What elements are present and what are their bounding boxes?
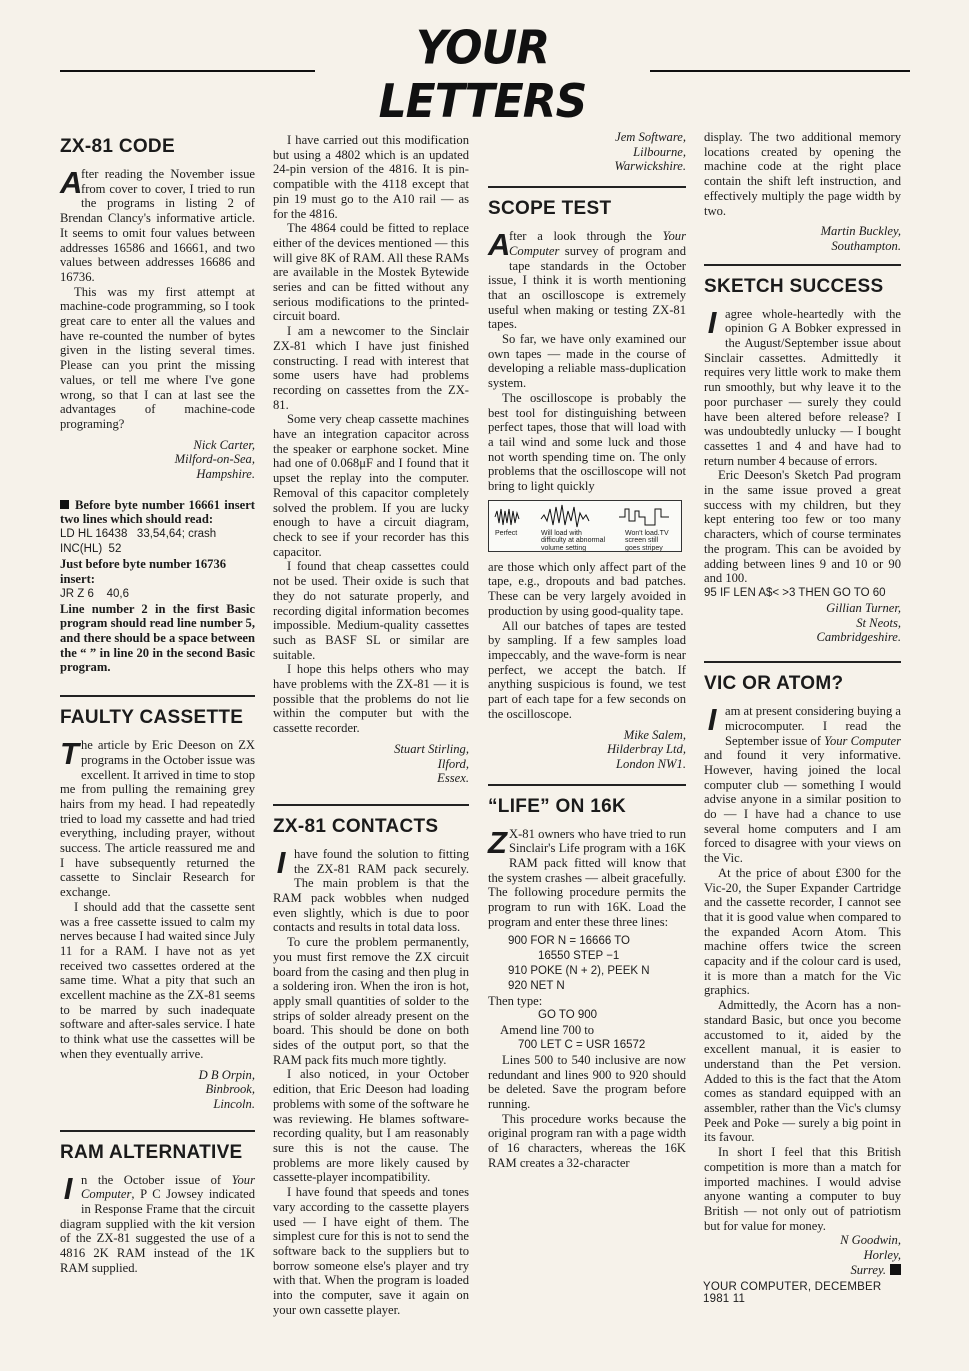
letter-zx81-contacts-p3: I also noticed, in your October edition, that Eric Deeson had loading problems with some of the software he was reviewing. He blames software-recording quality, but I am reasonably sure this is not the cause. The problems are more likely caused by cassette-player incompatibility.: [273, 1067, 469, 1185]
heading-faulty-cassette: FAULTY CASSETTE: [60, 707, 244, 729]
signature: Jem Software, Lilbourne, Warwickshire.: [614, 130, 686, 174]
heading-ram-alternative: RAM ALTERNATIVE: [60, 1141, 243, 1163]
letter-vic-or-atom-p3: Admittedly, the Acorn has a non-standard Basic, but once you become accustomed to it, aided by the excellent manual, it is easier to understand than the Pet version. Added to this is the fact that the Atom comes as standard equipped with an assembler, rather than the Vic's clumsy Peek and Poke — surely a big point in its favour.: [704, 998, 901, 1145]
code-line: 95 IF LEN A$< >3 THEN GO TO 60: [704, 586, 886, 599]
masthead-title: YOUR LETTERS: [378, 21, 587, 129]
signature: Nick Carter, Milford-on-Sea, Hampshire.: [174, 437, 255, 482]
letter-vic-or-atom-p4: In short I feel that this British competition is more than a match for imported machines. I would advise anyone wanting a computer to buy British — not only out of patriotism but for value for money.: [704, 1145, 901, 1233]
letter-ram-alternative-p7: I hope this helps others who may have problems with the ZX-81 — it is possible that the problems do not lie within the computer but with the cassette recorder.: [273, 662, 469, 736]
masthead-rule-right: [650, 70, 910, 72]
letter-ram-alternative-p2: I have carried out this modification but using a 4802 which is an updated 24-pin version of the 4816. It is pin-compatible with the 4118 except that pin 19 must go to the A10 rail — as for the 4816.: [273, 133, 469, 221]
drop-cap: A: [60, 165, 83, 200]
section-divider: [488, 784, 686, 786]
letter-sketch-success-p2: Eric Deeson's Sketch Pad program in the same issue proved a great success with my children, but they kept entering too few or too many characters, which of course terminates the program. This can be avoided by adding between lines 9 and 10 or 90 and 100.: [704, 468, 901, 586]
section-divider: [488, 186, 686, 188]
column-4: [704, 130, 901, 1278]
drop-cap: Z: [488, 824, 507, 860]
letter-faulty-cassette-p1: The article by Eric Deeson on ZX programs in the October issue was excellent. It arrived in time to stop me from pulling the remaining grey hairs from my head. I had repeatedly tried to load my cassette and had tried everything, including prayer, without success. The article reassured me and I have subsequently returned the cassette to Sinclair Research for exchange.: [60, 736, 255, 900]
text-line: Amend line 700 to: [500, 1023, 595, 1038]
letter-scope-test-p3: The oscilloscope is probably the best tool for distinguishing between perfect tapes, those that will load with a tail wind and some luck and those not worth spending time on. The only problems that the oscilloscope will not bring to light quickly: [488, 390, 686, 494]
heading-zx81-contacts: ZX-81 CONTACTS: [273, 815, 439, 837]
drop-cap: I: [63, 1170, 73, 1206]
code-line: GO TO 900: [538, 1009, 598, 1022]
page-footer: YOUR COMPUTER, DECEMBER 1981 11: [703, 1281, 882, 1305]
code-line: INC(HL) 52: [60, 543, 122, 556]
letter-vic-or-atom-p1: Iam at present considering buying a microcomputer. I read the September issue of Your Computer and found it very informative. However, having joined the local computer club — something I would advise anyone in a similar position to do — I have had a chance to use several home computers and I am forced to disagree with your views on the Vic.: [704, 702, 901, 866]
code-line: LD HL 16438 33,54,64; crash: [60, 528, 217, 541]
signature: Mike Salem, Hilderbray Ltd, London NW1.: [606, 727, 686, 771]
heading-life-16k: “LIFE” ON 16K: [488, 795, 626, 817]
end-mark-icon: [890, 1264, 901, 1275]
letter-scope-test-p4: are those which only affect part of the tape, e.g., dropouts and bad patches. These can be very largely avoided in production by using good-quality tape.: [488, 559, 686, 618]
signature: Stuart Stirling, Ilford, Essex.: [394, 741, 469, 786]
letter-ram-alternative-p1: In the October issue of Your Computer, P C Jowsey indicated in Response Frame that the circuit diagram supplied with the kit version of the ZX-81 suggested the use of a 4816 2K RAM instead of the 1K RAM supplied.: [60, 1170, 255, 1275]
masthead: [60, 21, 910, 129]
letter-zx81-code-p2: This was my first attempt at machine-code programming, so I took great care to enter all the values and have re-counted the number of bytes given in the listing several times. Please can you print the missing values, or tell me where I've gone wrong, so that I can at last see the advantages of machine-code programing?: [60, 284, 255, 431]
text-line: Then type:: [488, 993, 543, 1008]
letter-life-16k-p3-end: display. The two additional memory locations created by opening the machine code at the right place contain the shift left instruction, and effectively multiply the page width by two.: [704, 130, 901, 218]
letter-vic-or-atom-p2: At the price of about £300 for the Vic-20, the Super Expander Cartridge and the cassette recorder, I cannot see that it is good value when compared to the expanded Acorn Atom. This machine offers twice the screen capacity and if the colour card is used, it is more than a match for the Vic graphics.: [704, 865, 901, 998]
code-line: 920 NET N: [508, 979, 565, 992]
letter-ram-alternative-p4: I am a newcomer to the Sinclair ZX-81 which I have just finished constructing. I read with interest that some users have had problems recording on cassettes from the ZX-81.: [273, 324, 469, 412]
letter-zx81-contacts-p2: To cure the problem permanently, you must first remove the ZX circuit board from the casing and then plug in a soldering iron. When the iron is hot, apply small quantities of solder to the strips of solder already present on the board. This should be done on both sides of the output port, so that the RAM pack fits much more tightly.: [273, 935, 469, 1067]
letter-sketch-success-p1: Iagree whole-heartedly with the opinion G A Bobker expressed in the August/September issue about Sinclair cassettes. Admittedly it requires very little work to make them run smoothly, but why leave it to the poor purchaser — surely they could have been altered before release? I was undoubtedly unlucky — I bought cassettes 1 and 4 and have had to return number 4 because of errors.: [704, 304, 901, 468]
section-divider: [60, 1130, 255, 1132]
drop-cap: I: [707, 304, 717, 340]
section-divider: [704, 661, 901, 663]
letter-scope-test-p1: A fter a look through the Your Computer survey of program and tape standards in the October issue, I think it is worth mentioning that an oscilloscope is extremely useful when making or testing ZX-81 tapes.: [488, 227, 686, 332]
letter-zx81-contacts-p1: Ihave found the solution to fitting the ZX-81 RAM pack securely. The main problem is that the RAM pack wobbles when nudged even slightly, which is due to poor contacts and results in total data loss.: [273, 844, 469, 935]
letter-zx81-code-p1: A fter reading the November issue from cover to cover, I tried to run the programs in listing 2 of Brendan Clancy's informative article. It seems to omit four values between addresses 16586 and 16661, and two values between addresses 16686 and 16736.: [60, 165, 255, 284]
drop-cap: T: [60, 736, 79, 772]
drop-cap: I: [707, 702, 717, 738]
signature: Gillian Turner, St Neots, Cambridgeshire.: [816, 600, 901, 645]
drop-cap: I: [276, 844, 286, 880]
column-3: [488, 130, 686, 1171]
oscilloscope-figure: [488, 500, 682, 552]
drop-cap: A: [488, 227, 511, 263]
letter-faulty-cassette-p2: I should add that the cassette sent was a free cassette issued to calm my nerves because I had waited since July 11 for a RAM. I have not as yet received two cassettes ordered at the same time. What a pity that such an excellent machine as the ZX-81 seems to be marred by such inadequate software and after-sales service. I hate to think what use the cassettes will be when they eventually arrive.: [60, 899, 255, 1061]
column-2: [273, 133, 469, 1317]
letter-ram-alternative-p6: I found that cheap cassettes could not be used. Their oxide is such that they do not saturate properly, and recording digital information becomes impossible. Medium-quality cassettes such as BASF SL or similar are suitable.: [273, 559, 469, 662]
letter-life-16k-p2: Lines 500 to 540 inclusive are now redundant and lines 900 to 920 should be deleted. Save the program before running.: [488, 1052, 686, 1112]
code-line: 16550 STEP −1: [538, 949, 620, 962]
letter-ram-alternative-p3: The 4864 could be fitted to replace either of the devices mentioned — this will give 8K of RAM. All these RAMs are available in the Mostek Bytewide series and can be fitted without any serious modifications to the printed-circuit board.: [273, 221, 469, 324]
letter-ram-alternative-p5: Some very cheap cassette machines have an integration capacitor across the speaker or earphone socket. Mine had one of 0.068μF and I found that it upset the replay into the computer. Removal of this capacitor completely solved the problem. If you are lucky enough to have a circuit diagram, check to see if your recorder has this capacitor.: [273, 412, 469, 559]
letter-zx81-contacts-p4: I have found that speeds and tones vary according to the cassette players used — I have eight of them. The simplest cure for this is not to send the software back to the suppliers but to borrow someone else's player and try with that. When the program is loaded into the computer, save it again on your own cassette player.: [273, 1185, 469, 1317]
editor-note: Just before byte number 16736 insert:: [60, 557, 227, 586]
signature: Martin Buckley, Southampton.: [820, 224, 901, 253]
letter-life-16k-p1: Z X-81 owners who have tried to run Sinclair's Life program with a 16K RAM pack fitted will know that the system crashes — albeit gracefully. The following procedure permits the program to run with 16K. Load the program and enter these three lines:: [488, 824, 686, 929]
letter-scope-test-p2: So far, we have only examined our own tapes — made in the course of developing a reliable mass-duplication system.: [488, 332, 686, 391]
heading-zx81-code: ZX-81 CODE: [60, 136, 175, 157]
signature: N Goodwin, Horley, Surrey.: [840, 1233, 901, 1277]
letter-scope-test-p5: All our batches of tapes are tested by sampling. If a few samples load impeccably, and the wave-form is near perfect, we accept the batch. If anything suspicious is found, we test part of each tape for a few seconds on the oscilloscope.: [488, 618, 686, 721]
figure-label: Perfect: [495, 529, 518, 537]
code-line: JR Z 6 40,6: [60, 587, 130, 600]
heading-sketch-success: SKETCH SUCCESS: [704, 275, 884, 297]
heading-scope-test: SCOPE TEST: [488, 198, 612, 220]
section-divider: [60, 695, 255, 697]
masthead-rule-left: [60, 70, 315, 72]
square-bullet-icon: [60, 500, 69, 509]
heading-vic-or-atom: VIC OR ATOM?: [704, 673, 844, 695]
editor-note: Line number 2 in the first Basic program should read line number 5, and there should be a space between the “ ” in line 20 in the second Basic program.: [60, 601, 255, 675]
figure-label: Won't load.TV screen still goes stripey: [625, 529, 669, 552]
code-line: 700 LET C = USR 16572: [518, 1038, 646, 1051]
column-1: [60, 130, 255, 1276]
code-line: 910 POKE (N + 2), PEEK N: [508, 964, 650, 977]
letter-life-16k-p3-start: This procedure works because the original program ran with a page width of 16 characters, whereas the 16K RAM creates a 32-character: [488, 1111, 686, 1170]
editor-note: Before byte number 16661 insert two lines which should read:: [60, 497, 255, 527]
signature: D B Orpin, Binbrook, Lincoln.: [198, 1067, 255, 1111]
code-line: 900 FOR N = 16666 TO: [508, 934, 630, 947]
section-divider: [704, 264, 901, 266]
section-divider: [273, 804, 469, 806]
figure-label: Will load with difficulty at abnormal volume setting: [541, 529, 606, 552]
